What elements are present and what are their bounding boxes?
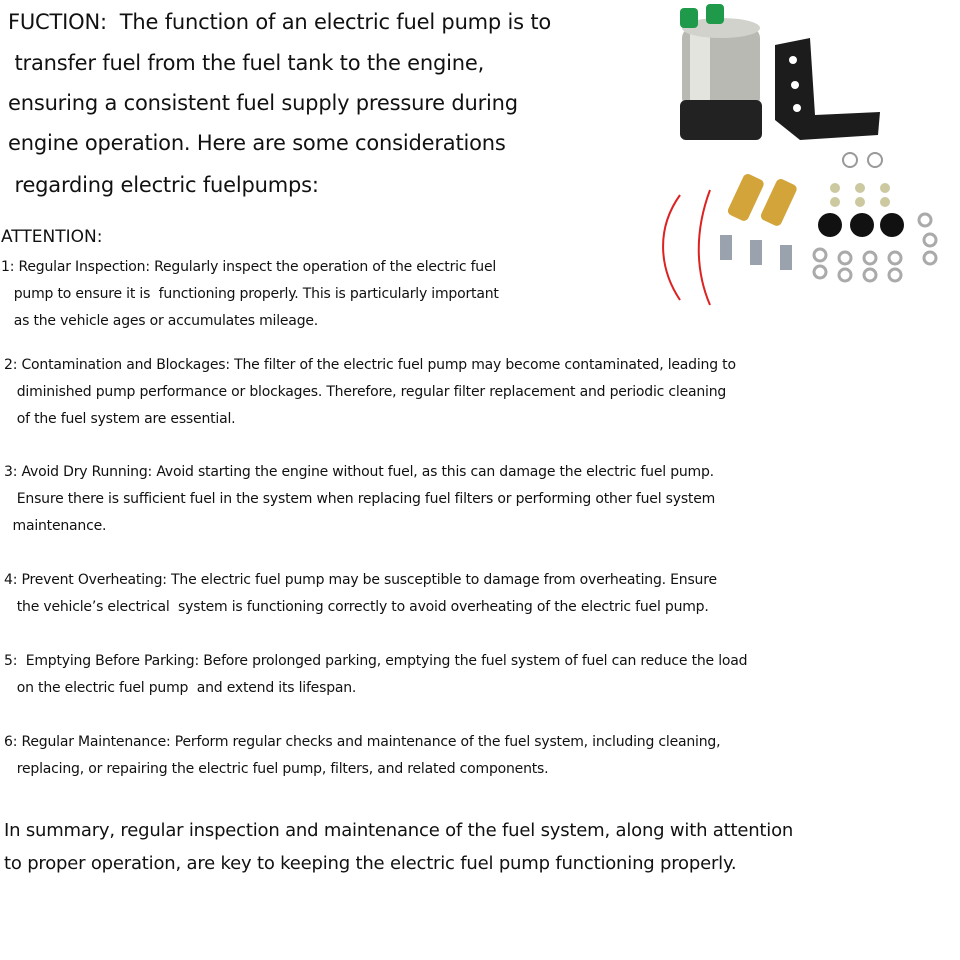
intro-line: ensuring a consistent fuel supply pressure during [8,91,518,115]
list-item-line: as the vehicle ages or accumulates mileage. [1,313,319,329]
list-item-line: pump to ensure it is functioning properly. This is particularly important [1,286,499,302]
list-item-line: maintenance. [4,518,107,534]
list-item-line: 5: Emptying Before Parking: Before prolonged parking, emptying the fuel system of fuel can reduce the load [4,653,748,669]
intro-line: regarding electric fuelpumps: [8,173,319,197]
list-item-line: 2: Contamination and Blockages: The filter of the electric fuel pump may become contaminated, leading to [4,357,736,373]
list-item-line: of the fuel system are essential. [4,411,236,427]
list-item-line: the vehicle’s electrical system is functioning correctly to avoid overheating of the electric fuel pump. [4,599,709,615]
intro-line: engine operation. Here are some considerations [8,131,506,155]
intro-line: FUCTION: The function of an electric fuel pump is to [8,10,552,34]
summary-line: to proper operation, are key to keeping the electric fuel pump functioning properly. [4,853,737,874]
list-item-line: 1: Regular Inspection: Regularly inspect the operation of the electric fuel [1,259,497,275]
fuel-pump-kit-photo [650,0,960,315]
attention-label: ATTENTION: [1,227,103,247]
list-item-line: replacing, or repairing the electric fuel pump, filters, and related components. [4,761,549,777]
list-item-line: 3: Avoid Dry Running: Avoid starting the engine without fuel, as this can damage the electric fuel pump. [4,464,714,480]
intro-line: transfer fuel from the fuel tank to the engine, [8,51,485,75]
list-item-line: on the electric fuel pump and extend its lifespan. [4,680,357,696]
list-item-line: 4: Prevent Overheating: The electric fuel pump may be susceptible to damage from overheating. Ensure [4,572,717,588]
list-item-line: 6: Regular Maintenance: Perform regular checks and maintenance of the fuel system, including cleaning, [4,734,721,750]
list-item-line: diminished pump performance or blockages. Therefore, regular filter replacement and periodic cleaning [4,384,727,400]
summary-line: In summary, regular inspection and maintenance of the fuel system, along with attention [4,820,794,841]
list-item-line: Ensure there is sufficient fuel in the system when replacing fuel filters or performing other fuel system [4,491,716,507]
